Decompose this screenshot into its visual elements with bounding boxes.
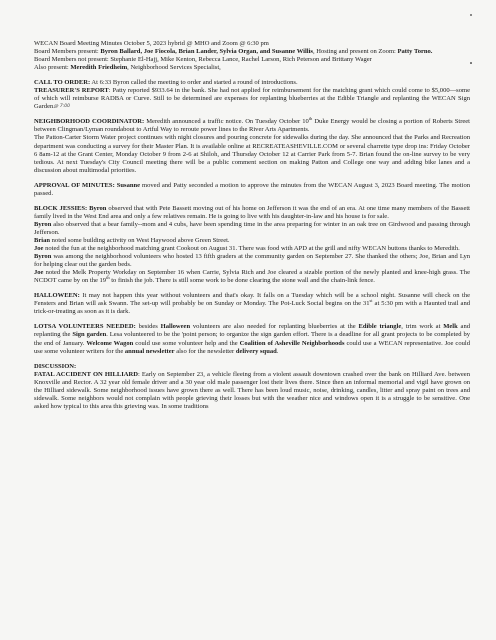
call-to-order: CALL TO ORDER: At 6:33 Byron called the meeting to order and started a round of introductions. bbox=[34, 79, 298, 87]
halloween-section: HALLOWEEN: It may not happen this year without volunteers and that's okay. It falls on a Tuesday which will be a school night. Susanne will check on the Fensters and Brian will ask Swann. The set-up will probably be on Sunday or Monday. The Pot-Luck Social begins on the 31st at 5:30 pm with a Haunted trail and trick-or-treating as soon as it is dark. bbox=[34, 292, 470, 316]
block-jessies-4: Joe noted the fun at the neighborhood matching grant Cookout on August 31. There was food with APD at the grill and nifty WECAN buttons thanks to Meredith. bbox=[34, 245, 460, 253]
block-jessies-5: Byron was among the neighborhood volunteers who hosted 13 fifth graders at the community garden on September 27. She thanked the others; Joe, Brian and Lyn for helping clear out the garden beds. bbox=[34, 253, 470, 269]
guest-name: Meredith Friedheim bbox=[70, 64, 128, 72]
attendance-also-present: Also present: Meredith Friedheim, Neighborhood Services Specialist, bbox=[34, 64, 221, 72]
volunteers-section: LOTSA VOLUNTEERS NEEDED: besides Halloween volunteers are also needed for replanting blueberries at the Edible triangle, trim work at Melk and replanting the Sign garden. Lesa volunteered to be the 'point person; to organize the sign garden effort. There is a deadline for all grant projects to be completed by the end of January. Welcome Wagon could use some volunteer help and the Coalition of Asheville Neighborhoods could use a WECAN representative. Joe could use some volunteer writers for the annual newsletter also for the newsletter delivery squad. bbox=[34, 323, 471, 355]
block-jessies-1: BLOCK JESSIES: Byron observed that with Pete Bassett moving out of his home on Jefferson it was the end of an era. At one time many members of the Bassett family lived in the West End area and only a few relatives remain. He is going to live with his daughter-in-law and his house is for sale. bbox=[34, 204, 470, 220]
coordinator-details: The Patton-Carter Storm Water project continues with night closures and pouring concrete for sidewalks during the day. She announced that the Parks and Recreation department was conducting a survey for their Master Plan. It is available online at RECREATEASHEVILLE.COM or several charrette type drop ins: Friday October 6 8am-12 at the Grant Center, Monday October 9 from 2-6 at Shiloh, and Thursday October 12 at Carrier Park from 5-7. Brian found the on-line survey to be very tedious. At next Tuesday's City Council meeting there will be a public comment section on making Patton and College one way and adding bike lanes and a discussion about multimodal priorities. bbox=[34, 134, 470, 174]
attendance-present: Board Members present: Byron Ballard, Joe Fiocola, Brian Lander, Sylvia Organ, and Susanne Willis, Hosting and present on Zoom: Patty Torno. bbox=[34, 48, 433, 56]
approval-of-minutes: APPROVAL OF MINUTES: Susanne moved and Patty seconded a motion to approve the minutes from the WECAN August 3, 2023 Board meeting. The motion passed. bbox=[34, 181, 470, 197]
zoom-host: Patty Torno. bbox=[397, 48, 433, 56]
attendance-absent: Board Members not present: Stephanie El-Hajj, Mike Kenton, Rebecca Lance, Rachel Larson, Rich Peterson and Brittany Wager bbox=[34, 56, 372, 64]
document-title: WECAN Board Meeting Minutes October 5, 2023 hybrid @ MHO and Zoom @ 6:30 pm bbox=[34, 40, 269, 47]
minutes-document bbox=[34, 40, 470, 411]
present-members: Byron Ballard, Joe Fiocola, Brian Lander, Sylvia Organ, and Susanne Willis bbox=[100, 48, 313, 56]
block-jessies-3: Brian noted some building activity on West Haywood above Green Street. bbox=[34, 236, 230, 244]
scan-speck bbox=[470, 14, 472, 16]
fatal-accident-section: FATAL ACCIDENT ON HILLIARD: Early on September 23, a vehicle fleeing from a violent assault downtown crashed over the bank on Hilliard Ave. between Knoxville and Rector. A 32 year old female driver and a 30 year old male passenger lost their lives there. Since then an informal memorial and vigil have grown on the Hilliard sidewalk. Some neighborhood issues have grown there as well. There has been loud music, noise, drinking, candles, litter and spray paint on trees and sidewalk. Some neighbors would not complain with people grieving their losses but with the weather nice and windows open it is a struggle to be sensitive. One asked how typical to this area this grieving was. In some traditions bbox=[34, 370, 470, 410]
block-jessies-2: Byron also observed that a bear family--mom and 4 cubs, have been spending time in the area preparing for winter in an oak tree on Girdwood and passing through Jefferson. bbox=[34, 220, 470, 236]
treasurer-report: TREASURER'S REPORT: Patty reported $933.64 in the bank. She had not applied for reimbursement for the matching grant which could come to $5,000—some of which will reimburse RADBA or Curve. Still to be determined are expenses for replanting blueberries at the Edible Triangle and replanting the WECAN Sign Garden. bbox=[34, 87, 470, 111]
discussion-heading: DISCUSSION: bbox=[34, 362, 77, 370]
scan-speck bbox=[470, 62, 472, 64]
neighborhood-coordinator: NEIGHBORHOOD COORDINATOR: Meredith announced a traffic notice. On Tuesday October 10th Duke Energy would be closing a portion of Roberts Street between Clingman/Lyman roundabout to Artful Way to reroute power lines to the River Arts Apartments. bbox=[34, 116, 471, 134]
handwritten-note: @ 7:00 bbox=[54, 104, 71, 109]
block-jessies-6: Joe noted the Melk Property Workday on September 16 when Carrie, Sylvia Rich and Joe cleared a sizable portion of the newly planted and knee-high grass. The NCDOT came by on the 19th to finish the job. There is still some work to be done clearing the stone wall and the chain-link fence. bbox=[34, 269, 470, 285]
